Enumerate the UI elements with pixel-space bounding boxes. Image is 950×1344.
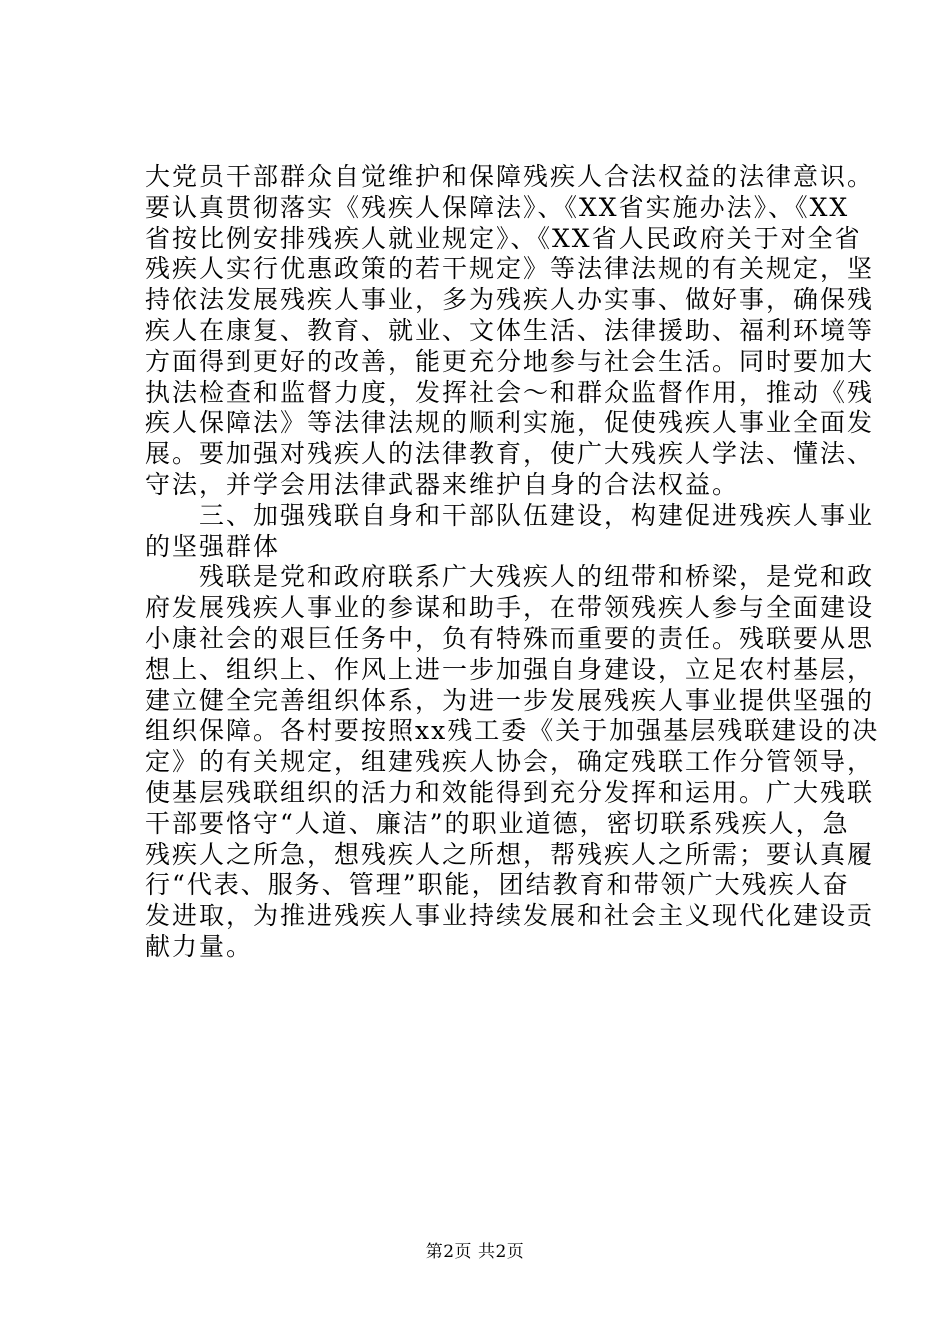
- text-line: 定》的有关规定，组建残疾人协会，确定残联工作分管领导，: [145, 747, 875, 777]
- document-body: [145, 162, 880, 963]
- text-line: 干部要恪守“人道、廉洁”的职业道德，密切联系残疾人，急: [145, 808, 850, 838]
- page-number-footer: 第2页 共2页: [425, 1242, 525, 1262]
- text-line: 疾人保障法》等法律法规的顺利实施，促使残疾人事业全面发: [145, 408, 875, 438]
- text-line: 执法检查和监督力度，发挥社会～和群众监督作用，推动《残: [145, 377, 875, 407]
- text-line: 省按比例安排残疾人就业规定》、《XX省人民政府关于对全省: [145, 223, 862, 253]
- text-line: 小康社会的艰巨任务中，负有特殊而重要的责任。残联要从思: [145, 623, 875, 653]
- text-line: 发进取，为推进残疾人事业持续发展和社会主义现代化建设贡: [145, 901, 875, 931]
- text-line: 要认真贯彻落实《残疾人保障法》、《XX省实施办法》、《XX: [145, 192, 850, 222]
- text-line: 想上、组织上、作风上进一步加强自身建设，立足农村基层，: [145, 654, 875, 684]
- section-heading-line: 的坚强群体: [145, 531, 281, 561]
- text-line: 行“代表、服务、管理”职能，团结教育和带领广大残疾人奋: [145, 870, 850, 900]
- text-line: 献力量。: [145, 931, 254, 961]
- text-line: 残疾人之所急，想残疾人之所想，帮残疾人之所需；要认真履: [145, 839, 875, 869]
- text-line: 府发展残疾人事业的参谋和助手，在带领残疾人参与全面建设: [145, 593, 875, 623]
- text-line: 残疾人实行优惠政策的若干规定》等法律法规的有关规定，坚: [145, 254, 875, 284]
- text-line: 残联是党和政府联系广大残疾人的纽带和桥梁，是党和政: [145, 562, 875, 592]
- section-heading-line: 三、加强残联自身和干部队伍建设，构建促进残疾人事业: [145, 500, 875, 530]
- text-line: 组织保障。各村要按照xx残工委《关于加强基层残联建设的决: [145, 716, 880, 746]
- text-line: 方面得到更好的改善，能更充分地参与社会生活。同时要加大: [145, 346, 875, 376]
- text-line: 建立健全完善组织体系，为进一步发展残疾人事业提供坚强的: [145, 685, 875, 715]
- text-line: 展。要加强对残疾人的法律教育，使广大残疾人学法、懂法、: [145, 439, 875, 469]
- text-line: 守法，并学会用法律武器来维护自身的合法权益。: [145, 469, 740, 499]
- text-line: 大党员干部群众自觉维护和保障残疾人合法权益的法律意识。: [145, 162, 875, 191]
- text-line: 持依法发展残疾人事业，多为残疾人办实事、做好事，确保残: [145, 285, 875, 315]
- text-line: 使基层残联组织的活力和效能得到充分发挥和运用。广大残联: [145, 777, 875, 807]
- text-line: 疾人在康复、教育、就业、文体生活、法律援助、福利环境等: [145, 315, 875, 345]
